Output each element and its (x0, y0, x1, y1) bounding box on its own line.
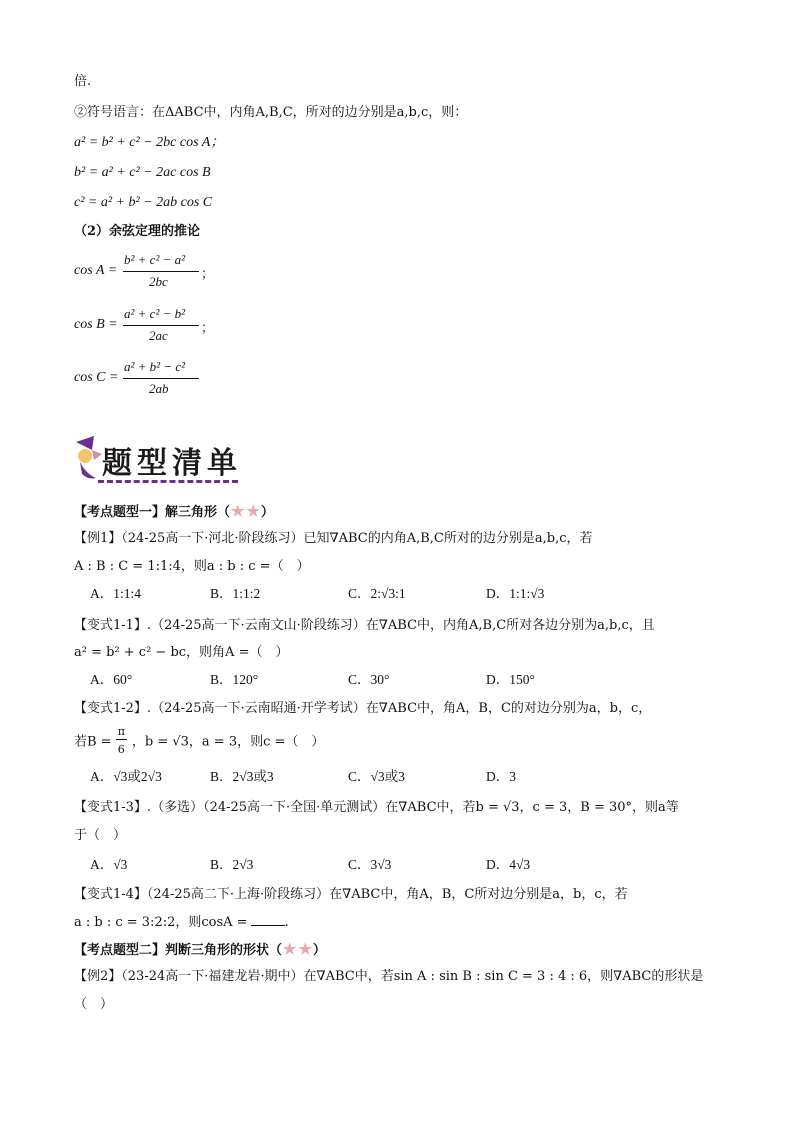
fraction-numerator: a² + b² − c² (124, 359, 186, 374)
option-b: B．120° (210, 672, 259, 687)
section-heading: （2）余弦定理的推论 (74, 224, 201, 239)
question-line (74, 725, 325, 756)
fraction-cos-b (74, 306, 234, 346)
fraction-denominator: 2ac (149, 328, 168, 343)
option-a: A．1:1:4 (90, 586, 142, 601)
topic-heading-text: 【考点题型一】解三角形（ (74, 505, 231, 520)
section-banner (72, 432, 242, 490)
question-line: （ ） (74, 997, 114, 1012)
banner-underline (98, 480, 238, 483)
question-line: 于（ ） (74, 828, 127, 843)
option-d: D．1:1:√3 (486, 586, 545, 601)
formula-a: a² = b² + c² − 2bc cos A； (74, 135, 225, 150)
option-b: B．1:1:2 (210, 586, 261, 601)
text-line: 倍. (74, 74, 92, 89)
formula-c: c² = a² + b² − 2ab cos C (74, 195, 213, 210)
fraction-tail: ； (201, 320, 215, 335)
option-c: C．2:√3:1 (348, 586, 406, 601)
fraction-lhs: cos C = (74, 370, 119, 385)
question-line: 【变式1-4】（24-25高二下·上海·阶段练习）在∇ABC中，角A，B，C所对边分别是a，b，c，若 (74, 887, 628, 902)
option-b: B．2√3或3 (210, 769, 274, 784)
fraction-cos-a (74, 252, 234, 292)
topic-heading-close: ） (312, 943, 326, 958)
formula-b: b² = a² + c² − 2ac cos B (74, 165, 211, 180)
option-a: A．√3或2√3 (90, 769, 162, 784)
fraction-tail: ； (201, 266, 215, 281)
option-c: C．3√3 (348, 857, 392, 872)
text-line: ②符号语言：在ΔABC中，内角A,B,C，所对的边分别是a,b,c，则： (74, 105, 468, 120)
star-icon: ★ (231, 502, 245, 520)
option-d: D．150° (486, 672, 535, 687)
question-text: 若B = (74, 734, 112, 750)
star-icon: ★ (298, 940, 312, 958)
option-b: B．2√3 (210, 857, 254, 872)
fraction-bar (116, 739, 127, 740)
question-text: a : b : c = 3:2:2，则cosA = (74, 915, 248, 930)
question-line: A : B : C = 1:1:4，则a : b : c =（ ） (74, 559, 310, 574)
fraction-lhs: cos B = (74, 317, 118, 332)
fraction-bar (123, 325, 199, 326)
question-text: ，b = √3，a = 3，则c =（ ） (131, 734, 325, 750)
question-line: 【变式1-1】.（24-25高一下·云南文山·阶段练习）在∇ABC中，内角A,B,C所对各边分别为a,b,c，且 (74, 618, 655, 633)
fraction-numerator: π (117, 725, 125, 738)
fraction-denominator: 6 (117, 743, 125, 756)
topic-heading-1 (74, 502, 274, 522)
option-c: C．√3或3 (348, 769, 405, 784)
option-d: D．3 (486, 769, 516, 784)
question-line (74, 913, 289, 932)
question-line: 【例1】（24-25高一下·河北·阶段练习）已知∇ABC的内角A,B,C所对的边分别是a,b,c，若 (74, 531, 593, 546)
star-icon: ★ (283, 940, 297, 958)
fraction-numerator: a² + c² − b² (124, 306, 186, 321)
fraction-lhs: cos A = (74, 263, 118, 278)
star-icon: ★ (246, 502, 260, 520)
wizard-hat-icon (72, 434, 106, 484)
option-d: D．4√3 (486, 857, 531, 872)
topic-heading-2 (74, 940, 326, 960)
fraction-numerator: b² + c² − a² (124, 252, 186, 267)
answer-blank[interactable] (251, 913, 285, 926)
question-text: . (284, 915, 289, 930)
option-a: A．60° (90, 672, 133, 687)
question-line: a² = b² + c² − bc，则角A =（ ） (74, 645, 289, 660)
question-line: 【变式1-2】.（24-25高一下·云南昭通·开学考试）在∇ABC中，角A，B，C的对边分别为a，b，c， (74, 701, 652, 716)
option-c: C．30° (348, 672, 390, 687)
fraction-cos-c (74, 359, 234, 399)
fraction-denominator: 2ab (149, 381, 169, 396)
fraction-bar (123, 271, 199, 272)
question-line: 【变式1-3】.（多选）（24-25高一下·全国·单元测试）在∇ABC中，若b = √3，c = 3，B = 30°，则a等 (74, 800, 679, 815)
banner-title: 题型清单 (102, 446, 242, 481)
fraction-bar (123, 378, 199, 379)
fraction-pi-6 (116, 725, 128, 756)
topic-heading-text: 【考点题型二】判断三角形的形状（ (74, 943, 283, 958)
fraction-denominator: 2bc (149, 274, 168, 289)
question-line: 【例2】（23-24高一下·福建龙岩·期中）在∇ABC中，若sin A : sin B : sin C = 3 : 4 : 6，则∇ABC的形状是 (74, 969, 704, 984)
topic-heading-close: ） (260, 505, 274, 520)
option-a: A．√3 (90, 857, 128, 872)
